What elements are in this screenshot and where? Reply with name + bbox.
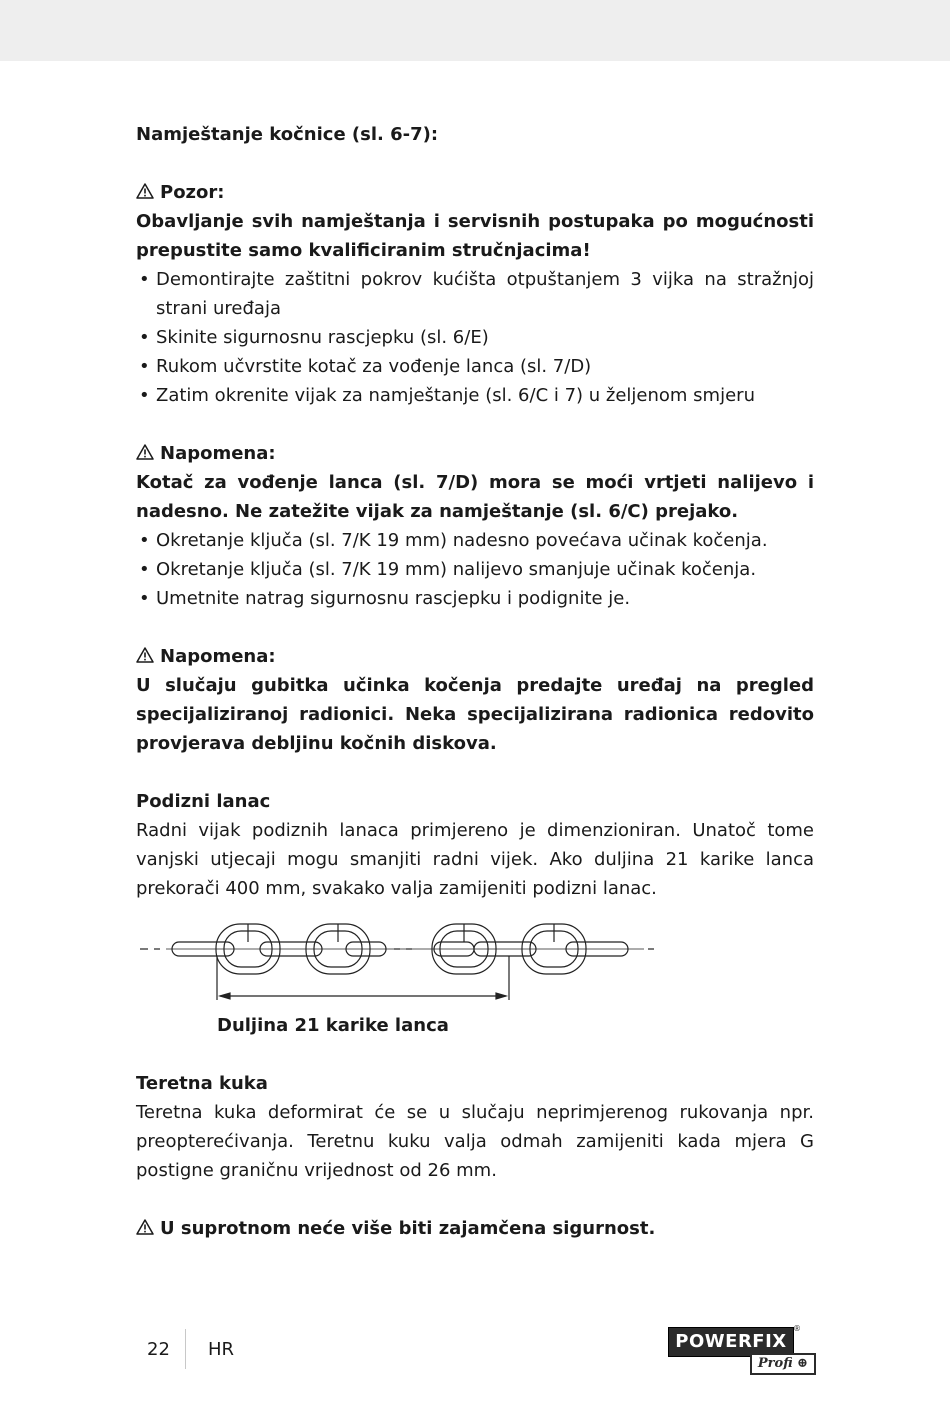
list-item: • Umetnite natrag sigurnosnu rascjepku i podignite je. (136, 584, 814, 613)
note-title-text: Napomena: (160, 443, 276, 464)
chain-diagram (136, 914, 656, 1009)
brake-heading: Namještanje kočnice (sl. 6-7): (136, 124, 439, 145)
warning-title (136, 178, 814, 207)
final-warning (136, 1214, 814, 1243)
note-text: U slučaju gubitka učinka kočenja predajte uređaj na pregled specijaliziranoj radionici. Neka specijalizirana radionica redovito provjerava debljinu kočnih diskova. (136, 675, 814, 754)
powerfix-logo (668, 1324, 814, 1373)
list-item: • Skinite sigurnosnu rascjepku (sl. 6/E) (136, 323, 814, 352)
list-item: • Okretanje ključa (sl. 7/K 19 mm) nalijevo smanjuje učinak kočenja. (136, 555, 814, 584)
page-number: 22 (147, 1339, 170, 1360)
chain-figure-caption: Duljina 21 karike lanca (217, 1015, 449, 1036)
final-warning-text: U suprotnom neće više biti zajamčena sigurnost. (160, 1218, 656, 1239)
note-title (136, 439, 814, 468)
warning-triangle-icon (136, 444, 154, 460)
warning-triangle-icon (136, 183, 154, 199)
brake-steps-list (136, 265, 814, 410)
warning-title-text: Pozor: (160, 182, 225, 203)
logo-main-text: POWERFIX (668, 1327, 794, 1357)
logo-sub-label: Profi (757, 1356, 793, 1371)
hook-heading: Teretna kuka (136, 1073, 268, 1094)
hook-section (136, 1069, 814, 1243)
chain-heading: Podizni lanac (136, 791, 271, 812)
note-title (136, 642, 814, 671)
warning-triangle-icon (136, 1219, 154, 1235)
note-steps-list (136, 526, 814, 613)
chain-text: Radni vijak podiznih lanaca primjereno je dimenzioniran. Unatoč tome vanjski utjecaji mogu smanjiti radni vijek. Ako duljina 21 karike lanca prekorači 400 mm, svakako valja zamijeniti podizni lanac. (136, 820, 814, 899)
language-code: HR (208, 1339, 235, 1360)
warning-text: Obavljanje svih namještanja i servisnih postupaka po mogućnosti prepustite samo kvalificiranim stručnjacima! (136, 211, 814, 261)
list-item: • Okretanje ključa (sl. 7/K 19 mm) nadesno povećava učinak kočenja. (136, 526, 814, 555)
chain-flat-links (166, 942, 644, 956)
logo-sub-text: Profi ⊕ (750, 1353, 816, 1375)
logo-registered-mark: ® (793, 1324, 801, 1333)
list-item: • Demontirajte zaštitni pokrov kućišta otpuštanjem 3 vijka na stražnjoj strani uređaja (136, 265, 814, 323)
dimension-line (217, 956, 509, 1000)
list-item: • Zatim okrenite vijak za namještanje (sl. 6/C i 7) u željenom smjeru (136, 381, 814, 410)
footer-divider (185, 1329, 186, 1369)
note-title-text: Napomena: (160, 646, 276, 667)
warning-triangle-icon (136, 647, 154, 663)
top-band (0, 0, 950, 61)
page-content (136, 120, 814, 903)
note-text: Kotač za vođenje lanca (sl. 7/D) mora se moći vrtjeti nalijevo i nadesno. Ne zatežite vijak za namještanje (sl. 6/C) prejako. (136, 472, 814, 522)
list-item: • Rukom učvrstite kotač za vođenje lanca (sl. 7/D) (136, 352, 814, 381)
hook-text: Teretna kuka deformirat će se u slučaju neprimjerenog rukovanja npr. preopterećivanja. Teretnu kuku valja odmah zamijeniti kada mjera G postigne graničnu vrijednost od 26 mm. (136, 1102, 814, 1181)
